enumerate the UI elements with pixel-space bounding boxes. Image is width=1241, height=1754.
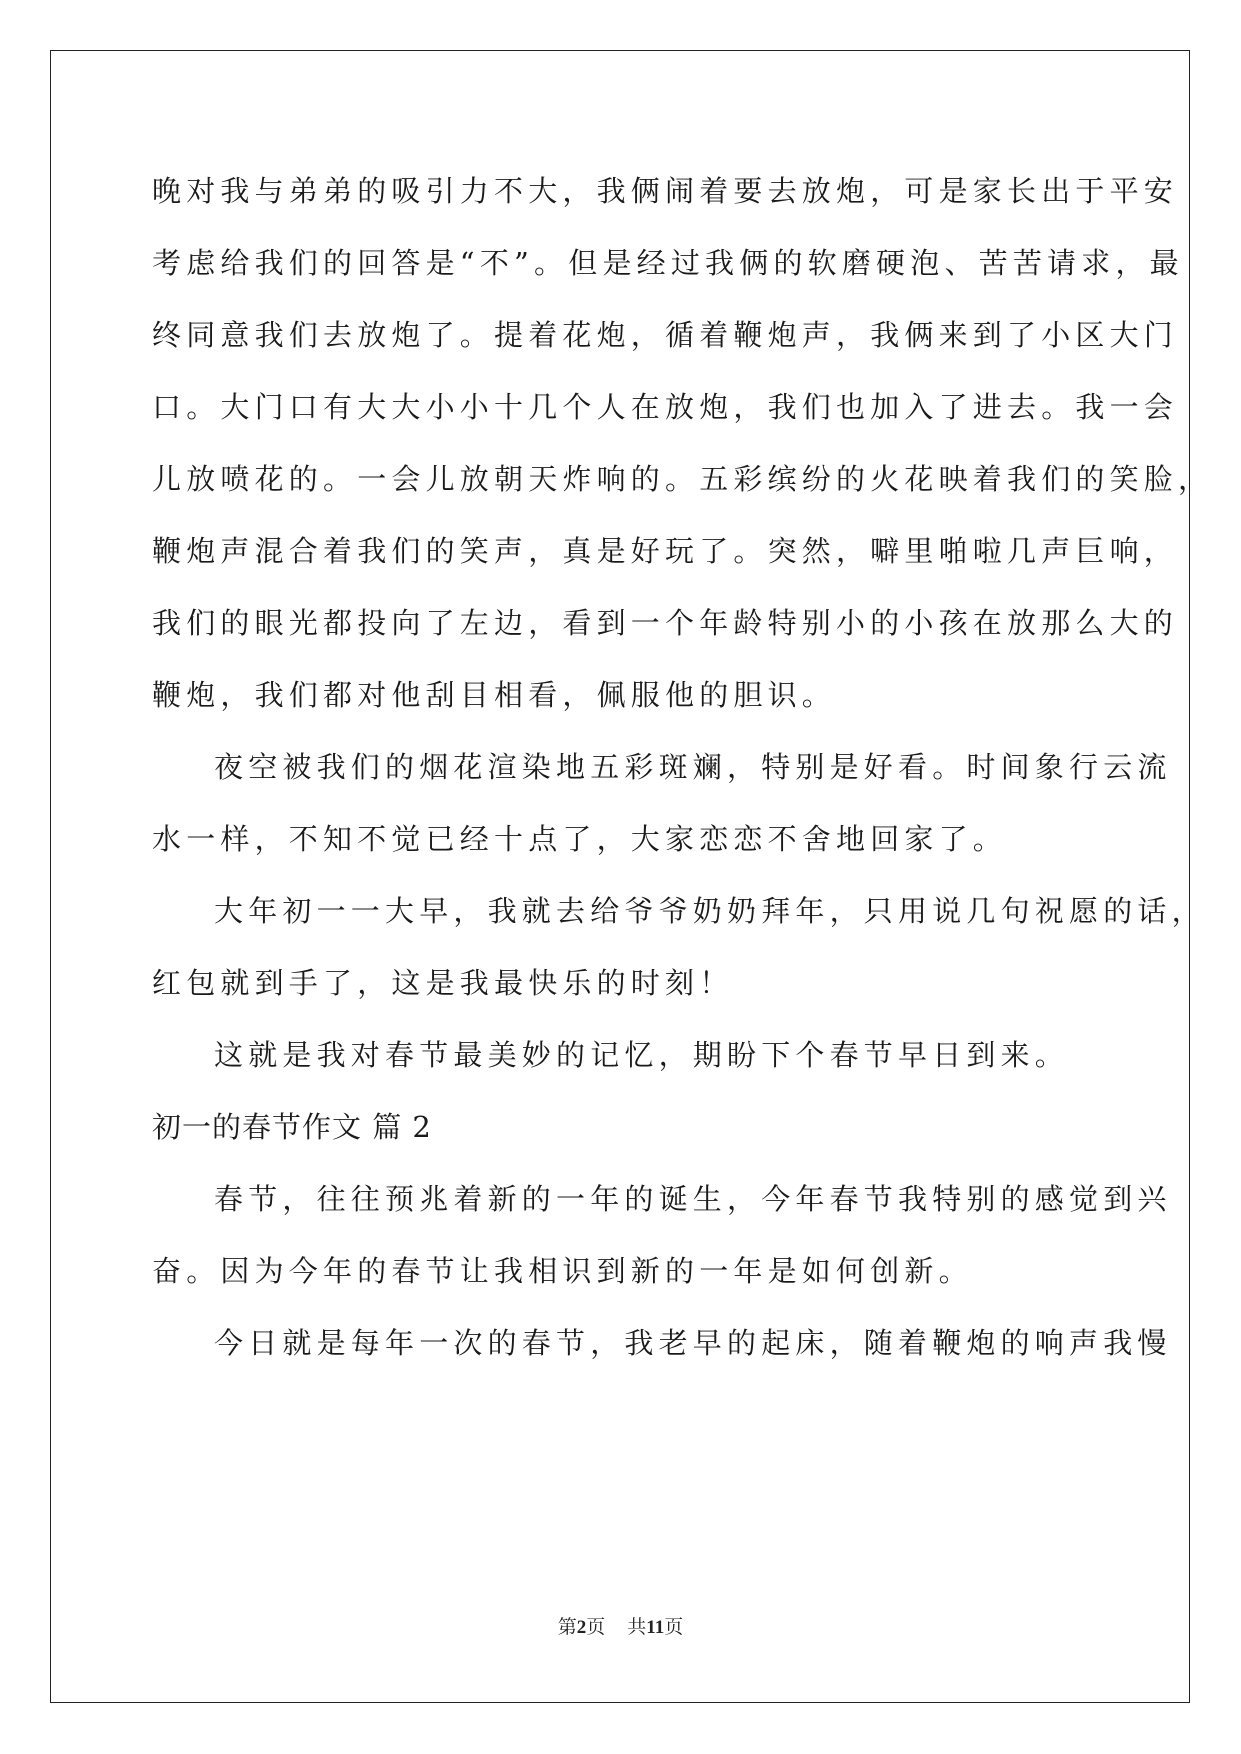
text-line: 奋。因为今年的春节让我相识到新的一年是如何创新。 (152, 1254, 973, 1288)
paragraph-start: 夜空被我们的烟花渲染地五彩斑斓，特别是好看。时间象行云流 (214, 750, 1172, 784)
text-line: 红包就到手了，这是我最快乐的时刻！ (152, 966, 734, 1000)
text-line: 终同意我们去放炮了。提着花炮，循着鞭炮声，我俩来到了小区大门 (152, 318, 1179, 352)
text-line: 水一样，不知不觉已经十点了，大家恋恋不舍地回家了。 (152, 822, 1008, 856)
paragraph-start: 大年初一一大早，我就去给爷爷奶奶拜年，只用说几句祝愿的话， (214, 894, 1206, 928)
footer-total-pages: 11 (646, 1617, 665, 1638)
text-line: 鞭炮声混合着我们的笑声，真是好玩了。突然，噼里啪啦几声巨响， (152, 534, 1179, 568)
paragraph-start: 这就是我对春节最美妙的记忆，期盼下个春节早日到来。 (214, 1038, 1070, 1072)
text-line: 口。大门口有大大小小十几个人在放炮，我们也加入了进去。我一会 (152, 390, 1179, 424)
text-line: 鞭炮，我们都对他刮目相看，佩服他的胆识。 (152, 678, 837, 712)
footer-page-number: 2 (576, 1617, 587, 1638)
paragraph-start: 春节，往往预兆着新的一年的诞生，今年春节我特别的感觉到兴 (214, 1182, 1172, 1216)
section-heading: 初一的春节作文 篇 2 (152, 1110, 432, 1144)
document-body (152, 165, 1213, 1389)
paragraph-start: 今日就是每年一次的春节，我老早的起床，随着鞭炮的响声我慢 (214, 1326, 1172, 1360)
footer-total-prefix: 共 (627, 1617, 647, 1638)
page-footer (0, 1612, 1241, 1639)
text-line: 儿放喷花的。一会儿放朝天炸响的。五彩缤纷的火花映着我们的笑脸， (152, 462, 1213, 496)
text-line: 考虑给我们的回答是“不”。但是经过我俩的软磨硬泡、苦苦请求，最 (152, 246, 1184, 280)
footer-total-suffix: 页 (664, 1617, 684, 1638)
footer-page-suffix: 页 (586, 1617, 606, 1638)
text-line: 晚对我与弟弟的吸引力不大，我俩闹着要去放炮，可是家长出于平安 (152, 174, 1179, 208)
text-line: 我们的眼光都投向了左边，看到一个年龄特别小的小孩在放那么大的 (152, 606, 1179, 640)
footer-page-prefix: 第 (557, 1617, 577, 1638)
